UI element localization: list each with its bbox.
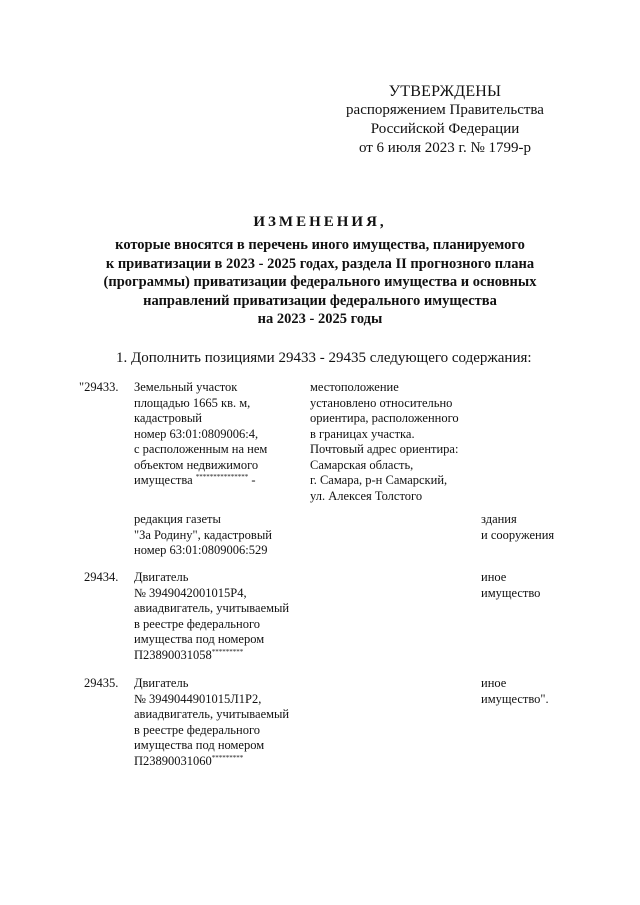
property-type bbox=[481, 570, 540, 601]
description-line: редакция газеты bbox=[134, 512, 221, 526]
type-line: имущество bbox=[481, 585, 541, 600]
position-number: 29435. bbox=[84, 676, 119, 690]
type-line: иное bbox=[481, 570, 507, 584]
approval-line: распоряжением Правительства bbox=[346, 102, 544, 118]
location-line: Самарская область, bbox=[310, 457, 414, 472]
description-line: в реестре федерального bbox=[134, 616, 261, 631]
item-1-text: 1. Дополнить позициями 29433 - 29435 следующего содержания: bbox=[116, 350, 532, 366]
approval-line: от 6 июля 2023 г. № 1799-р bbox=[358, 140, 532, 156]
location-line: Почтовый адрес ориентира: bbox=[310, 442, 459, 456]
description-line: имущества под номером bbox=[134, 632, 265, 646]
position-description bbox=[134, 676, 289, 769]
type-line: здания bbox=[481, 512, 517, 526]
description-line: Двигатель bbox=[134, 570, 189, 584]
location-line: ориентира, расположенного bbox=[310, 411, 459, 425]
location-line: г. Самара, р-н Самарский, bbox=[310, 473, 448, 487]
type-line: имущество". bbox=[481, 691, 549, 706]
description-line: площадью 1665 кв. м, bbox=[134, 395, 251, 410]
description-line bbox=[134, 473, 267, 489]
description-line: № 3949042001015Р4, bbox=[134, 585, 247, 600]
location-line: в границах участка. bbox=[310, 426, 415, 441]
description-line: в реестре федерального bbox=[134, 722, 261, 737]
position-number: 29434. bbox=[84, 570, 119, 584]
description-line: объектом недвижимого bbox=[134, 457, 259, 472]
position-description bbox=[134, 380, 267, 489]
description-text: имущества bbox=[134, 473, 193, 487]
type-line: и сооружения bbox=[481, 527, 555, 542]
approval-stamp bbox=[330, 82, 560, 158]
location-line: установлено относительно bbox=[310, 395, 453, 410]
description-line bbox=[134, 754, 289, 770]
subtitle-line: на 2023 - 2025 годы bbox=[257, 311, 383, 327]
subtitle-line: (программы) приватизации федерального имущества и основных bbox=[103, 274, 537, 290]
description-line: Земельный участок bbox=[134, 380, 238, 394]
footnote-mark: ********* bbox=[211, 753, 244, 762]
description-line: Двигатель bbox=[134, 676, 189, 690]
description-line: имущества под номером bbox=[134, 738, 265, 752]
position-description-continued bbox=[134, 512, 272, 559]
subtitle-line: которые вносятся в перечень иного имущества, планируемого bbox=[115, 237, 525, 253]
document-subtitle bbox=[80, 236, 560, 329]
type-line: иное bbox=[481, 676, 507, 690]
location-line: ул. Алексея Толстого bbox=[310, 488, 423, 503]
dash: - bbox=[248, 473, 256, 487]
footnote-mark: *************** bbox=[195, 472, 249, 481]
description-text: П23890031058 bbox=[134, 647, 212, 662]
approval-heading: УТВЕРЖДЕНЫ bbox=[388, 83, 502, 100]
description-line: кадастровый bbox=[134, 411, 202, 425]
description-line: номер 63:01:0809006:4, bbox=[134, 426, 259, 441]
property-type bbox=[481, 676, 549, 707]
description-line: с расположенным на нем bbox=[134, 442, 268, 456]
description-line: "За Родину", кадастровый bbox=[134, 527, 272, 542]
subtitle-line: к приватизации в 2023 - 2025 годах, раздела II прогнозного плана bbox=[105, 255, 535, 272]
description-line: авиадвигатель, учитываемый bbox=[134, 707, 290, 721]
description-line: номер 63:01:0809006:529 bbox=[134, 543, 268, 557]
description-line: авиадвигатель, учитываемый bbox=[134, 601, 290, 615]
property-type bbox=[481, 512, 554, 543]
position-number: "29433. bbox=[79, 380, 119, 394]
location-line: местоположение bbox=[310, 380, 399, 394]
footnote-mark: ********* bbox=[211, 647, 244, 656]
position-location bbox=[310, 380, 459, 504]
description-line bbox=[134, 648, 289, 664]
description-text: П23890031060 bbox=[134, 753, 212, 768]
document-title: ИЗМЕНЕНИЯ, bbox=[253, 214, 387, 230]
description-line: № 3949044901015Л1Р2, bbox=[134, 691, 262, 706]
approval-line: Российской Федерации bbox=[370, 121, 520, 137]
position-description bbox=[134, 570, 289, 663]
subtitle-line: направлений приватизации федерального имущества bbox=[143, 292, 497, 309]
